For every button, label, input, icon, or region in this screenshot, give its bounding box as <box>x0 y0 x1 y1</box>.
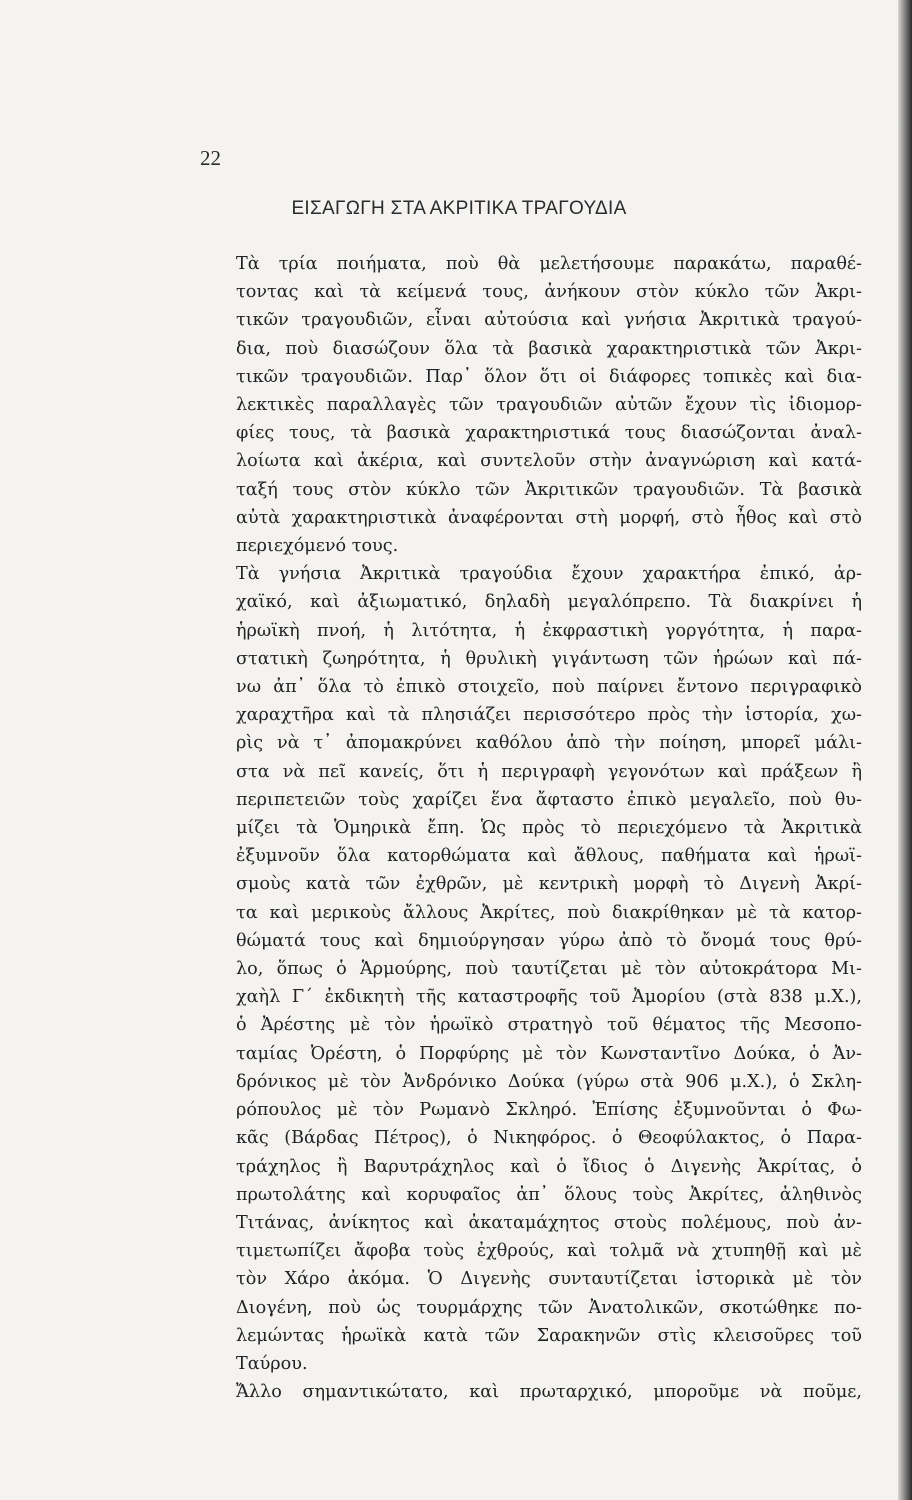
scan-page-edge <box>898 0 912 1500</box>
text-line: λοίωτα καὶ ἀκέρια, καὶ συντελοῦν στὴν ἀναγνώριση καὶ κατά- <box>236 451 862 472</box>
text-line: λο, ὅπως ὁ Ἁρμούρης, ποὺ ταυτίζεται μὲ τὸν αὐτοκράτορα Μι- <box>236 959 862 980</box>
text-line: δρόνικος μὲ τὸν Ἀνδρόνικο Δούκα (γύρω στὰ 906 μ.Χ.), ὁ Σκλη- <box>236 1071 862 1092</box>
text-line: ταξή τους στὸν κύκλο τῶν Ἀκριτικῶν τραγουδιῶν. Τὰ βασικὰ <box>236 479 862 500</box>
text-line: Τὰ γνήσια Ἀκριτικὰ τραγούδια ἔχουν χαρακτήρα ἐπικό, ἀρ- <box>236 564 862 585</box>
text-line: τικῶν τραγουδιῶν, εἶναι αὐτούσια καὶ γνήσια Ἀκριτικὰ τραγού- <box>236 310 862 331</box>
text-line: φίες τους, τὰ βασικὰ χαρακτηριστικά τους διασώζονται ἀναλ- <box>236 423 862 444</box>
text-line: ρόπουλος μὲ τὸν Ρωμανὸ Σκληρό. Ἐπίσης ἐξυμνοῦνται ὁ Φω- <box>236 1100 862 1121</box>
text-line: Τὰ τρία ποιήματα, ποὺ θὰ μελετήσουμε παρακάτω, παραθέ- <box>236 254 862 274</box>
text-line: χαὴλ Γ´ ἐκδικητὴ τῆς καταστροφῆς τοῦ Ἀμορίου (στὰ 838 μ.Χ.), <box>236 987 862 1008</box>
text-line: ὁ Ἀρέστης μὲ τὸν ἡρωϊκὸ στρατηγὸ τοῦ θέματος τῆς Μεσοπο- <box>236 1015 862 1036</box>
text-line: πρωτολάτης καὶ κορυφαῖος ἀπ᾽ ὅλους τοὺς Ἀκρίτες, ἀληθινὸς <box>236 1184 862 1205</box>
text-line: Διογένη, ποὺ ὡς τουρμάρχης τῶν Ἀνατολικῶν, σκοτώθηκε πο- <box>236 1297 862 1318</box>
text-line: λεκτικὲς παραλλαγὲς τῶν τραγουδιῶν αὐτῶν ἔχουν τὶς ἰδιομορ- <box>236 395 862 416</box>
text-line: τιμετωπίζει ἄφοβα τοὺς ἐχθρούς, καὶ τολμᾶ νὰ χτυπηθῇ καὶ μὲ <box>236 1241 862 1262</box>
text-line: τὸν Χάρο ἀκόμα. Ὁ Διγενὴς συνταυτίζεται ἱστορικὰ μὲ τὸν <box>236 1269 862 1290</box>
text-line: μίζει τὰ Ὁμηρικὰ ἔπη. Ὡς πρὸς τὸ περιεχόμενο τὰ Ἀκριτικὰ <box>236 818 862 839</box>
text-line: ρὶς νὰ τ᾽ ἀπομακρύνει καθόλου ἀπὸ τὴν ποίηση, μπορεῖ μάλι- <box>236 733 862 754</box>
paragraph-2 <box>222 560 862 1378</box>
text-line: περιεχόμενό τους. <box>236 536 399 557</box>
text-line: λεμώντας ἡρωϊκὰ κατὰ τῶν Σαρακηνῶν στὶς κλεισοῦρες τοῦ <box>236 1325 862 1346</box>
text-line: στα νὰ πεῖ κανείς, ὅτι ἡ περιγραφὴ γεγονότων καὶ πράξεων ἢ <box>236 761 862 782</box>
text-line: Τιτάνας, ἀνίκητος καὶ ἀκαταμάχητος στοὺς πολέμους, ποὺ ἀν- <box>236 1212 862 1233</box>
text-line: Ἄλλο σημαντικώτατο, καὶ πρωταρχικό, μποροῦμε νὰ ποῦμε, <box>236 1382 862 1403</box>
text-line: Ταύρου. <box>236 1353 308 1374</box>
text-line: δια, ποὺ διασώζουν ὅλα τὰ βασικὰ χαρακτηριστικὰ τῶν Ἀκρι- <box>236 338 862 359</box>
text-line: τοντας καὶ τὰ κείμενά τους, ἀνήκουν στὸν κύκλο τῶν Ἀκρι- <box>236 282 862 303</box>
paragraph-3 <box>222 1378 862 1406</box>
text-line: χαραχτῆρα καὶ τὰ πλησιάζει περισσότερο πρὸς τὴν ἱστορία, χω- <box>236 705 862 726</box>
text-line: σμοὺς κατὰ τῶν ἐχθρῶν, μὲ κεντρικὴ μορφὴ τὸ Διγενὴ Ἀκρί- <box>236 874 862 895</box>
text-line: στατικὴ ζωηρότητα, ἡ θρυλικὴ γιγάντωση τῶν ἡρώων καὶ πά- <box>236 648 862 669</box>
page-number: 22 <box>200 146 221 170</box>
text-line: περιπετειῶν τοὺς χαρίζει ἕνα ἄφταστο ἐπικὸ μεγαλεῖο, ποὺ θυ- <box>236 789 862 810</box>
text-line: κᾶς (Βάρδας Πέτρος), ὁ Νικηφόρος. ὁ Θεοφύλακτος, ὁ Παρα- <box>236 1128 862 1149</box>
paragraph-1 <box>222 250 862 560</box>
text-line: τικῶν τραγουδιῶν. Παρ᾽ ὅλον ὅτι οἱ διάφορες τοπικὲς καὶ δια- <box>236 366 862 387</box>
text-line: χαϊκό, καὶ ἀξιωματικό, δηλαδὴ μεγαλόπρεπο. Τὰ διακρίνει ἡ <box>236 592 862 613</box>
text-line: θώματά τους καὶ δημιούργησαν γύρω ἀπὸ τὸ ὄνομά τους θρύ- <box>236 930 862 951</box>
body-text <box>222 250 862 1406</box>
text-line: τα καὶ μερικοὺς ἄλλους Ἀκρίτες, ποὺ διακρίθηκαν μὲ τὰ κατορ- <box>236 902 862 923</box>
text-line: ἡρωϊκὴ πνοή, ἡ λιτότητα, ἡ ἐκφραστικὴ γοργότητα, ἡ παρα- <box>236 620 862 641</box>
text-line: ταμίας Ὀρέστη, ὁ Πορφύρης μὲ τὸν Κωνσταντῖνο Δούκα, ὁ Ἀν- <box>236 1043 862 1064</box>
running-title: ΕΙΣΑΓΩΓΗ ΣΤΑ ΑΚΡΙΤΙΚΑ ΤΡΑΓΟΥΔΙΑ <box>291 198 627 219</box>
text-line: αὐτὰ χαρακτηριστικὰ ἀναφέρονται στὴ μορφή, στὸ ἦθος καὶ στὸ <box>236 507 862 528</box>
text-line: ἐξυμνοῦν ὅλα κατορθώματα καὶ ἄθλους, παθήματα καὶ ἡρωϊ- <box>236 846 862 867</box>
text-line: τράχηλος ἢ Βαρυτράχηλος καὶ ὁ ἴδιος ὁ Διγενὴς Ἀκρίτας, ὁ <box>236 1156 862 1177</box>
text-line: νω ἀπ᾽ ὅλα τὸ ἐπικὸ στοιχεῖο, ποὺ παίρνει ἔντονο περιγραφικὸ <box>236 677 862 698</box>
